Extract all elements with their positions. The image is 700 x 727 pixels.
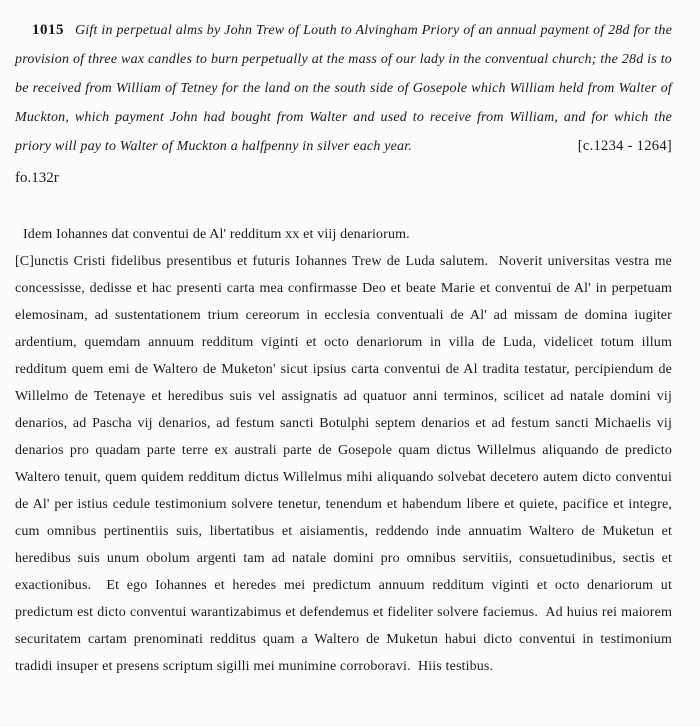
entry-summary-text: Gift in perpetual alms by John Trew of Louth to Alvingham Priory of an annual payment of 28d for the provision of three wax candles to burn perpetually at the mass of our lady in the conventual church; the 28d is to be received from William of Tetney for the land on the south side of Gosepole which William held from Walter of Muckton, which payment John had bought from Walter and used to receive from William, and for which the priory will pay to Walter of Muckton a halfpenny in silver each year. — [15, 23, 672, 154]
charter-rubric: Idem Iohannes dat conventui de Al' redditum xx et viij denariorum. — [23, 227, 410, 242]
entry-number: 1015 — [32, 22, 64, 38]
folio-reference: fo.132r — [15, 170, 59, 186]
entry-summary — [15, 16, 672, 161]
charter-text: [C]unctis Cristi fidelibus presentibus et futuris Iohannes Trew de Luda salutem. Noverit universitas vestra me concessisse, dedisse et hac presenti carta mea confirmasse Deo et beate Marie et conventui de Al' in perpetuam elemosinam, ad sustentationem trium cereorum in ecclesia conventuali de Al' ad missam de domina iugiter ardentium, quemdam annuum redditum viginti et octo denariorum in villa de Luda, videlicet totum illum redditum quem emi de Waltero de Muketon' sicut ipsius carta conventui de Al tradita testatur, percipiendum de Willelmo de Tetenaye et heredibus suis vel assignatis ad quatuor anni terminos, scilicet ad natale domini vij denarios, ad Pascha vij denarios, ad festum sancti Botulphi septem denarios et ad festum sancti Michaelis vij denarios pro quadam parte terre ex australi parte de Gosepole quam dictus Willelmus aliquando de predicto Waltero tenuit, quem quidem redditum dictus Willelmus mihi aliquando solvebat decetero autem dicto conventui de Al' per istius cedule testimonium solvere tenetur, tenendum et habendum libere et quiete, pacifice et integre, cum omnibus pertinentiis suis, libertatibus et aisiamentis, reddendo inde annuatim Waltero de Muketun et heredibus suis unum obolum argenti tam ad natale domini pro omnibus servitiis, consuetudinibus, sectis et exactionibus. Et ego Iohannes et heredes mei predictum annuum redditum viginti et octo denariorum ut predictum est dicto conventui warantizabimus et defendemus et fideliter solvere faciemus. Ad huius rei maiorem securitatem cartam prenominati redditus quam a Waltero de Muketun habui dicto conventui in testimonium tradidi insuper et presens scriptum sigilli mei munimine corroboravi. Hiis testibus. — [15, 254, 672, 674]
date-range: [c.1234 - 1264] — [577, 138, 672, 154]
